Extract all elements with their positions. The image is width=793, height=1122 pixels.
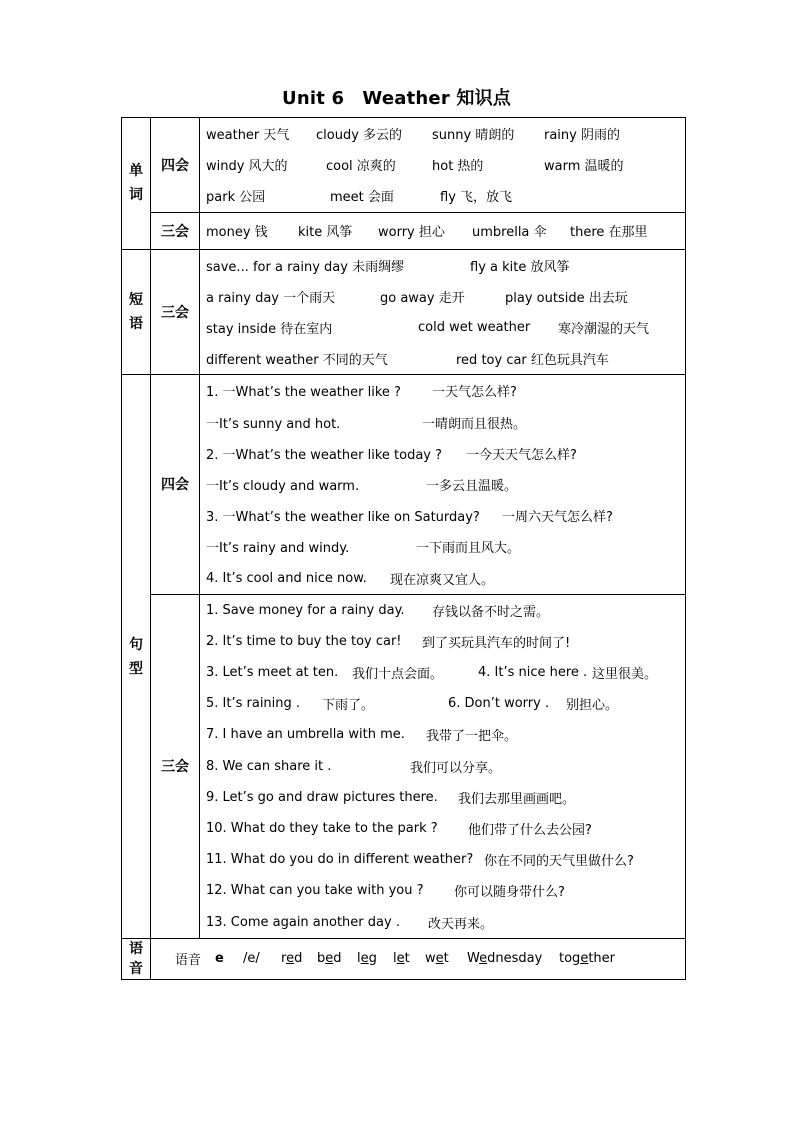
words-four-row xyxy=(206,149,685,180)
phrase-item: 寒冷潮湿的天气 xyxy=(558,322,650,338)
sentences-label-1: 句 xyxy=(129,636,143,653)
sentence-row xyxy=(206,407,685,438)
phrase-row xyxy=(206,281,685,312)
sentences-label-2: 型 xyxy=(129,660,143,677)
sentence-row xyxy=(206,719,685,750)
sentence-zh: 我带了一把伞。 xyxy=(426,729,518,745)
phrase-item: play outside 出去玩 xyxy=(505,290,628,306)
sentence-zh: 一多云且温暖。 xyxy=(426,478,518,494)
words-four-row xyxy=(206,180,685,211)
sentence-zh: 这里很美。 xyxy=(592,667,658,683)
sentence-en: 13. Come again another day . xyxy=(206,914,400,930)
sentence-row xyxy=(206,562,685,593)
phonics-row xyxy=(151,943,685,974)
sentence-en: 5. It’s raining . xyxy=(206,696,301,712)
phrase-item: cold wet weather xyxy=(418,320,531,336)
sentence-row xyxy=(206,469,685,500)
sentence-en: 2. It’s time to buy the toy car! xyxy=(206,633,402,649)
sentence-zh: 一下雨而且风大。 xyxy=(416,541,521,557)
sentences-four-level: 四会 xyxy=(151,375,200,594)
word-item: umbrella 伞 xyxy=(472,225,547,241)
sentence-en: 8. We can share it . xyxy=(206,758,332,774)
sentence-zh: 他们带了什么去公园? xyxy=(468,823,592,839)
sentence-zh: 现在凉爽又宜人。 xyxy=(390,572,495,588)
section-label-sentences xyxy=(122,375,151,938)
sentence-zh: 一周六天气怎么样? xyxy=(502,510,613,526)
words-three-level: 三会 xyxy=(151,212,200,249)
sentence-row xyxy=(206,531,685,562)
sentences-four-content xyxy=(200,375,686,594)
phonics-sound: /e/ xyxy=(243,951,260,967)
phonics-word: red xyxy=(281,951,303,967)
phonics-label-1: 语 xyxy=(129,940,143,957)
word-item: there 在那里 xyxy=(570,225,648,241)
sentence-row xyxy=(206,907,685,938)
sentence-zh: 到了买玩具汽车的时间了! xyxy=(422,635,571,651)
sentence-row xyxy=(206,626,685,657)
phrase-item: a rainy day 一个雨天 xyxy=(206,290,336,306)
sentence-zh: 我们去那里画画吧。 xyxy=(458,791,576,807)
phonics-label-2: 音 xyxy=(129,960,143,977)
sentence-en: 10. What do they take to the park ? xyxy=(206,821,438,837)
sentence-row xyxy=(206,375,685,406)
sentence-row xyxy=(206,782,685,813)
phonics-word: bed xyxy=(317,951,342,967)
sentence-en: 一It’s cloudy and warm. xyxy=(206,478,360,494)
sentence-row xyxy=(206,500,685,531)
sentence-row xyxy=(206,844,685,875)
phonics-word: together xyxy=(559,951,615,967)
sentence-en: 一It’s sunny and hot. xyxy=(206,416,341,432)
sentence-en: 3. 一What’s the weather like on Saturday? xyxy=(206,510,480,526)
sentence-en: 4. It’s cool and nice now. xyxy=(206,570,367,586)
sentence-en: 11. What do you do in different weather? xyxy=(206,852,474,868)
page-title: Unit 6 Weather 知识点 xyxy=(282,88,511,109)
word-item: sunny 晴朗的 xyxy=(432,128,515,144)
sentence-zh: 我们可以分享。 xyxy=(410,760,502,776)
words-three-row xyxy=(206,213,685,249)
phonics-word: wet xyxy=(425,951,449,967)
word-item: rainy 阴雨的 xyxy=(544,128,620,144)
words-label-1: 单 xyxy=(129,163,143,180)
phrase-item: fly a kite 放风筝 xyxy=(470,259,570,275)
word-item: warm 温暖的 xyxy=(544,159,624,175)
word-item: worry 担心 xyxy=(378,225,445,241)
phonics-letter: e xyxy=(215,951,224,967)
word-item: hot 热的 xyxy=(432,159,484,175)
word-item: weather 天气 xyxy=(206,128,290,144)
phonics-prefix: 语音 xyxy=(175,953,202,969)
sentence-row xyxy=(206,438,685,469)
sentence-zh: 一今天天气怎么样? xyxy=(466,447,577,463)
sentence-zh: 改天再来。 xyxy=(428,916,494,932)
sentence-zh: 别担心。 xyxy=(566,698,619,714)
phrase-item: save... for a rainy day 未雨绸缪 xyxy=(206,259,405,275)
words-four-content xyxy=(200,118,686,213)
phonics-word: let xyxy=(393,951,410,967)
phonics-word: leg xyxy=(357,951,377,967)
phonics-content xyxy=(151,938,686,979)
phrases-content xyxy=(200,249,686,375)
sentence-en: 9. Let’s go and draw pictures there. xyxy=(206,789,438,805)
word-item: park 公园 xyxy=(206,190,266,206)
words-four-level: 四会 xyxy=(151,118,200,213)
sentence-en: 4. It’s nice here . xyxy=(478,665,588,681)
section-label-phonics xyxy=(122,938,151,979)
sentence-row xyxy=(206,688,685,719)
phrase-item: different weather 不同的天气 xyxy=(206,353,388,369)
sentence-en: 一It’s rainy and windy. xyxy=(206,541,350,557)
words-label-2: 词 xyxy=(129,187,143,204)
phrase-row xyxy=(206,343,685,374)
phrases-label-2: 语 xyxy=(129,315,143,332)
sentence-zh: 下雨了。 xyxy=(322,698,375,714)
sentence-en: 3. Let’s meet at ten. xyxy=(206,665,339,681)
words-three-content xyxy=(200,212,686,249)
phrase-item: stay inside 待在室内 xyxy=(206,322,333,338)
sentence-en: 6. Don’t worry . xyxy=(448,696,550,712)
phrase-item: red toy car 红色玩具汽车 xyxy=(456,353,609,369)
sentence-zh: 存钱以备不时之需。 xyxy=(432,604,550,620)
sentence-row xyxy=(206,751,685,782)
sentence-zh: 一天气怎么样? xyxy=(432,385,517,401)
phonics-word: Wednesday xyxy=(467,951,543,967)
phrases-label-1: 短 xyxy=(129,291,143,308)
word-item: fly 飞，放飞 xyxy=(440,190,513,206)
sentence-row xyxy=(206,813,685,844)
sentence-en: 1. 一What’s the weather like ? xyxy=(206,385,401,401)
knowledge-table xyxy=(121,117,686,980)
phrase-row xyxy=(206,312,685,343)
word-item: meet 会面 xyxy=(330,190,394,206)
sentences-three-content xyxy=(200,594,686,938)
sentences-three-level: 三会 xyxy=(151,594,200,938)
sentence-zh: 你在不同的天气里做什么? xyxy=(484,854,634,870)
sentence-zh: 一晴朗而且很热。 xyxy=(422,416,527,432)
words-four-row xyxy=(206,118,685,149)
sentence-en: 7. I have an umbrella with me. xyxy=(206,727,405,743)
phrase-row xyxy=(206,250,685,281)
section-label-words xyxy=(122,118,151,250)
phrases-level: 三会 xyxy=(151,249,200,375)
sentence-en: 2. 一What’s the weather like today ? xyxy=(206,447,443,463)
sentence-zh: 我们十点会面。 xyxy=(352,667,444,683)
sentence-zh: 你可以随身带什么? xyxy=(454,885,565,901)
word-item: cloudy 多云的 xyxy=(316,128,403,144)
word-item: cool 凉爽的 xyxy=(326,159,396,175)
word-item: kite 风筝 xyxy=(298,225,353,241)
sentence-en: 12. What can you take with you ? xyxy=(206,883,424,899)
word-item: windy 风大的 xyxy=(206,159,288,175)
word-item: money 钱 xyxy=(206,225,268,241)
sentence-row xyxy=(206,595,685,626)
sentence-row xyxy=(206,875,685,906)
sentence-en: 1. Save money for a rainy day. xyxy=(206,602,405,618)
phrase-item: go away 走开 xyxy=(380,290,465,306)
section-label-phrases xyxy=(122,249,151,375)
sentence-row xyxy=(206,657,685,688)
